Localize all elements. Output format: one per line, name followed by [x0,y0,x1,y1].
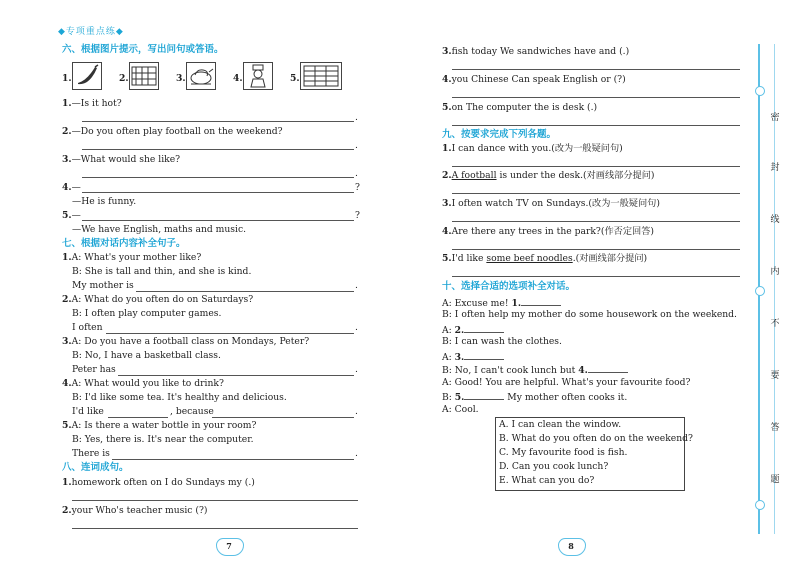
section-6-title: 六、根据图片提示，写出问句或答语。 [62,44,224,55]
pic-number: 5. [290,73,300,84]
football-field-icon [129,62,159,90]
seal-char: 内 [770,267,780,277]
binding-hole [755,86,765,96]
section-10-title: 十、选择合适的选项补全对话。 [442,281,576,292]
page-number: 7 [216,538,242,554]
pic-number: 1. [62,73,72,84]
seal-char: 要 [770,371,780,381]
answer-line[interactable] [212,417,354,418]
seal-char: 不 [770,319,780,329]
answer-line[interactable] [452,193,740,194]
answer-line[interactable] [82,149,354,150]
seal-char: 封 [770,163,780,173]
answer-line[interactable] [72,500,358,501]
answer-line[interactable] [108,417,168,418]
option-d: D. Can you cook lunch? [499,461,609,472]
boy-cook-icon [243,62,273,90]
answer-line[interactable] [72,528,358,529]
binding-hole [755,286,765,296]
section-badge: ◆专项重点练◆ [58,27,124,37]
answer-line[interactable] [452,125,740,126]
pic-number: 2. [119,73,129,84]
section-8-title: 八、连词成句。 [62,462,129,473]
q6-1: 1.—Is it hot? [62,98,122,109]
q6-5: 5.— [62,210,81,221]
answer-line[interactable] [452,69,740,70]
seal-char: 题 [770,475,780,485]
page-number: 8 [558,538,584,554]
section-7-title: 七、根据对话内容补全句子。 [62,238,186,249]
q6-3: 3.—What would she like? [62,154,181,165]
answer-line[interactable] [82,192,354,193]
answer-line[interactable] [452,249,740,250]
option-e: E. What can you do? [499,475,595,486]
timetable-icon [300,62,342,90]
answer-line[interactable] [82,121,354,122]
pic-number: 4. [233,73,243,84]
answer-line[interactable] [82,177,354,178]
seal-char: 线 [770,215,780,225]
option-c: C. My favourite food is fish. [499,447,628,458]
seal-char: 答 [770,423,780,433]
answer-line[interactable] [118,375,354,376]
seal-char: 密 [770,113,780,123]
answer-line[interactable] [112,459,354,460]
option-a: A. I can clean the window. [499,419,622,430]
roast-chicken-icon [186,62,216,90]
left-page: ◆专项重点练◆ 六、根据图片提示，写出问句或答语。 1. 2. 3. 4. 5. 1.—Is it hot? . 2.—Do you often play football on the weekend? . 3.—What would she like? . 4.— ? —He is funny. 5.— ? —We have English, maths and music. 七、根据对话内容补全句子。 1.A: What's your mother like? B: She is tall and thin, and she is kind. My mother is . 2.A: What do you often do on Saturdays? B: I often play computer games. I often . 3.A: Do you have a football class on Mondays, Peter? B: No, I have a basketball class. Peter has . 4.A: What would you like to drink? B: I'd like some tea. It's healthy and delicious. I'd like , because . 5.A: Is there a water bottle in your room? B: Yes, there is. It's near the computer. There is . 八、连词成句。 1.homework often on I do Sundays my (.) 2.your Who's teacher music (?) 7 [0,0,400,576]
answer-line[interactable] [106,333,354,334]
pic-number: 3. [176,73,186,84]
answer-line[interactable] [452,166,740,167]
answer-line[interactable] [136,291,354,292]
section-9-title: 九、按要求完成下列各题。 [442,129,557,140]
binding-hole [755,500,765,510]
answer-line[interactable] [82,220,354,221]
answer-line[interactable] [452,221,740,222]
option-b: B. What do you often do on the weekend? [499,433,693,444]
q6-2: 2.—Do you often play football on the weekend? [62,126,283,137]
chili-pepper-icon [72,62,102,90]
options-box [495,417,693,491]
answer-line[interactable] [452,276,740,277]
q6-4: 4.— [62,182,81,193]
answer-line[interactable] [452,97,740,98]
